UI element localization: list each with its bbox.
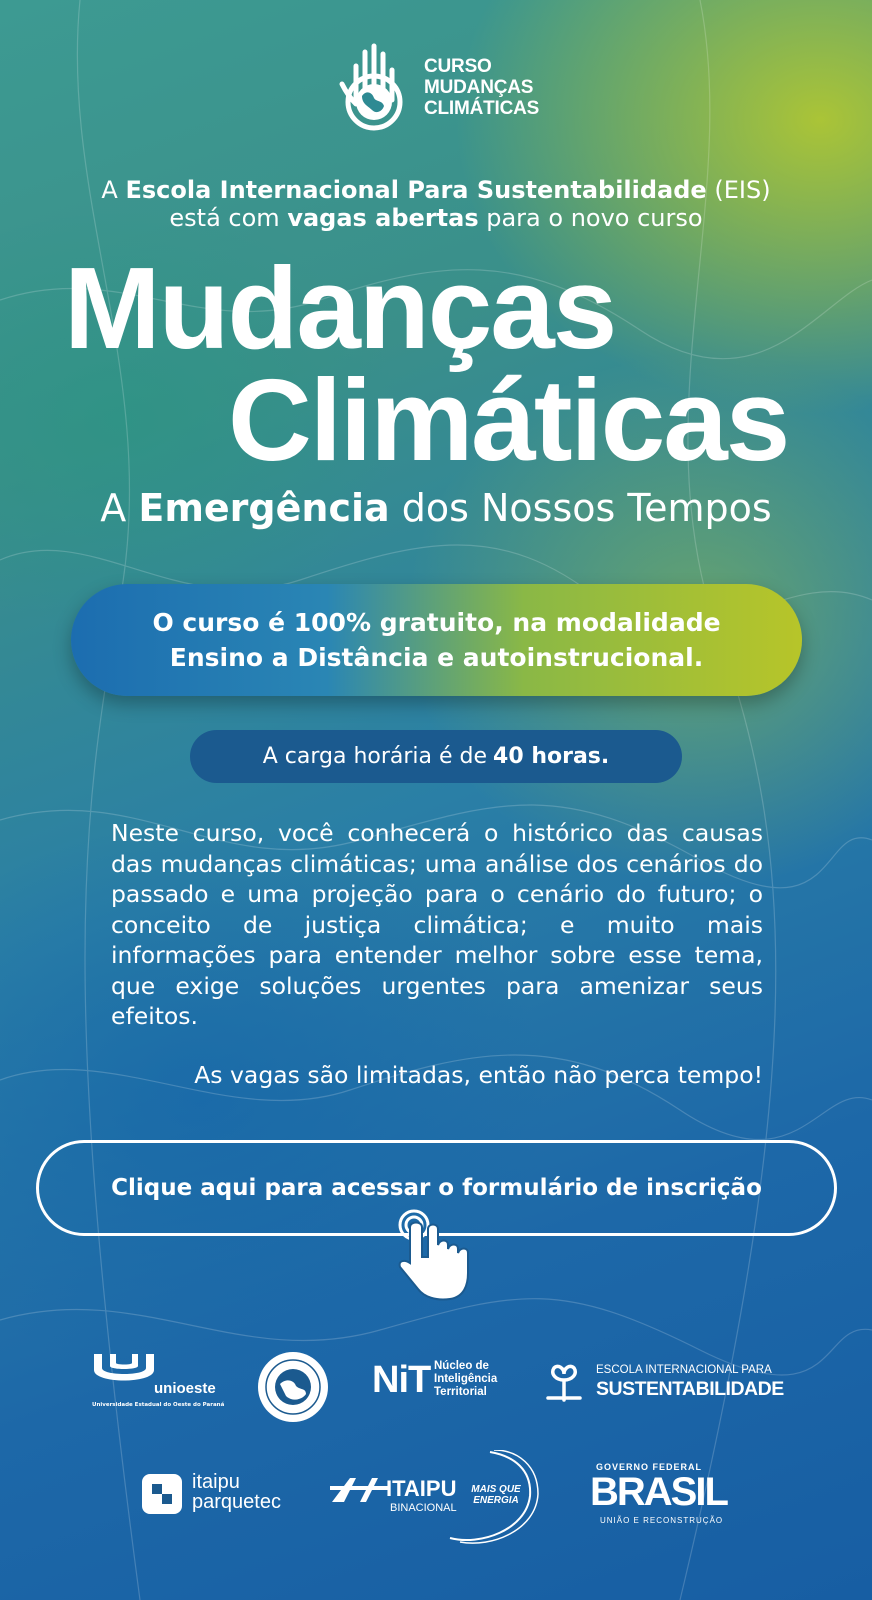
free-line-1: O curso é 100% gratuito, na modalidade [152,608,721,637]
unioeste-logo: unioeste Universidade Estadual do Oeste do Paraná [92,1354,222,1414]
pointer-hand-icon [392,1205,492,1305]
registration-form-label: Clique aqui para acessar o formulário de inscrição [111,1175,762,1201]
title-line-1: Mudanças [64,243,616,373]
course-hours-badge: A carga horária é de 40 horas. [190,730,682,783]
rede-logo [256,1350,330,1424]
tree-icon [542,1362,586,1402]
parquetec-icon [140,1472,184,1516]
free-line-2: Ensino a Distância e autoinstrucional. [169,643,704,672]
itaipu-icon [330,1474,388,1504]
brand-line-3: CLIMÁTICAS [424,98,540,119]
nit-mark: NiT [372,1359,431,1401]
itaipu-parquetec-logo: itaipu parquetec [140,1472,290,1522]
course-description: Neste curso, você conhecerá o histórico das causas das mudanças climáticas; uma análise dos cenários do passado e uma projeção para o cenário do futuro; o conceito de justiça climática; e muito mais informações para entender melhor sobre esse tema, que exige soluções urgentes para amenizar seus efeitos. [111,819,763,1030]
partner-logos-row-1 [0,1348,872,1438]
intro-text: A Escola Internacional Para Sustentabilidade (EIS) está com vagas abertas para o novo curso [101,176,771,232]
itaipu-binacional-logo: ITAIPU BINACIONAL MAIS QUE ENERGIA [330,1450,550,1550]
brand-line-2: MUDANÇAS [424,77,534,98]
free-course-banner [71,584,802,696]
network-globe-icon [256,1350,330,1424]
nit-logo: NiT Núcleo de Inteligência Territorial [372,1359,498,1401]
unioeste-icon [92,1354,156,1388]
limited-spots-note: As vagas são limitadas, então não perca tempo! [194,1061,763,1089]
brand-line-1: CURSO [424,56,492,77]
title-line-2: Climáticas [228,355,789,485]
school-name: Escola Internacional Para Sustentabilidade [125,176,707,204]
eis-logo: ESCOLA INTERNACIONAL PARA SUSTENTABILIDADE [542,1362,792,1406]
hand-globe-icon [332,40,414,132]
open-spots: vagas abertas [287,204,479,232]
partner-logos-row-2 [0,1450,872,1550]
governo-federal-logo: GOVERNO FEDERAL BRASIL UNIÃO E RECONSTRUÇÃO [590,1462,727,1525]
course-logo [332,40,552,135]
subtitle: A Emergência dos Nossos Tempos [100,486,772,530]
hours-value: 40 horas. [493,744,610,769]
